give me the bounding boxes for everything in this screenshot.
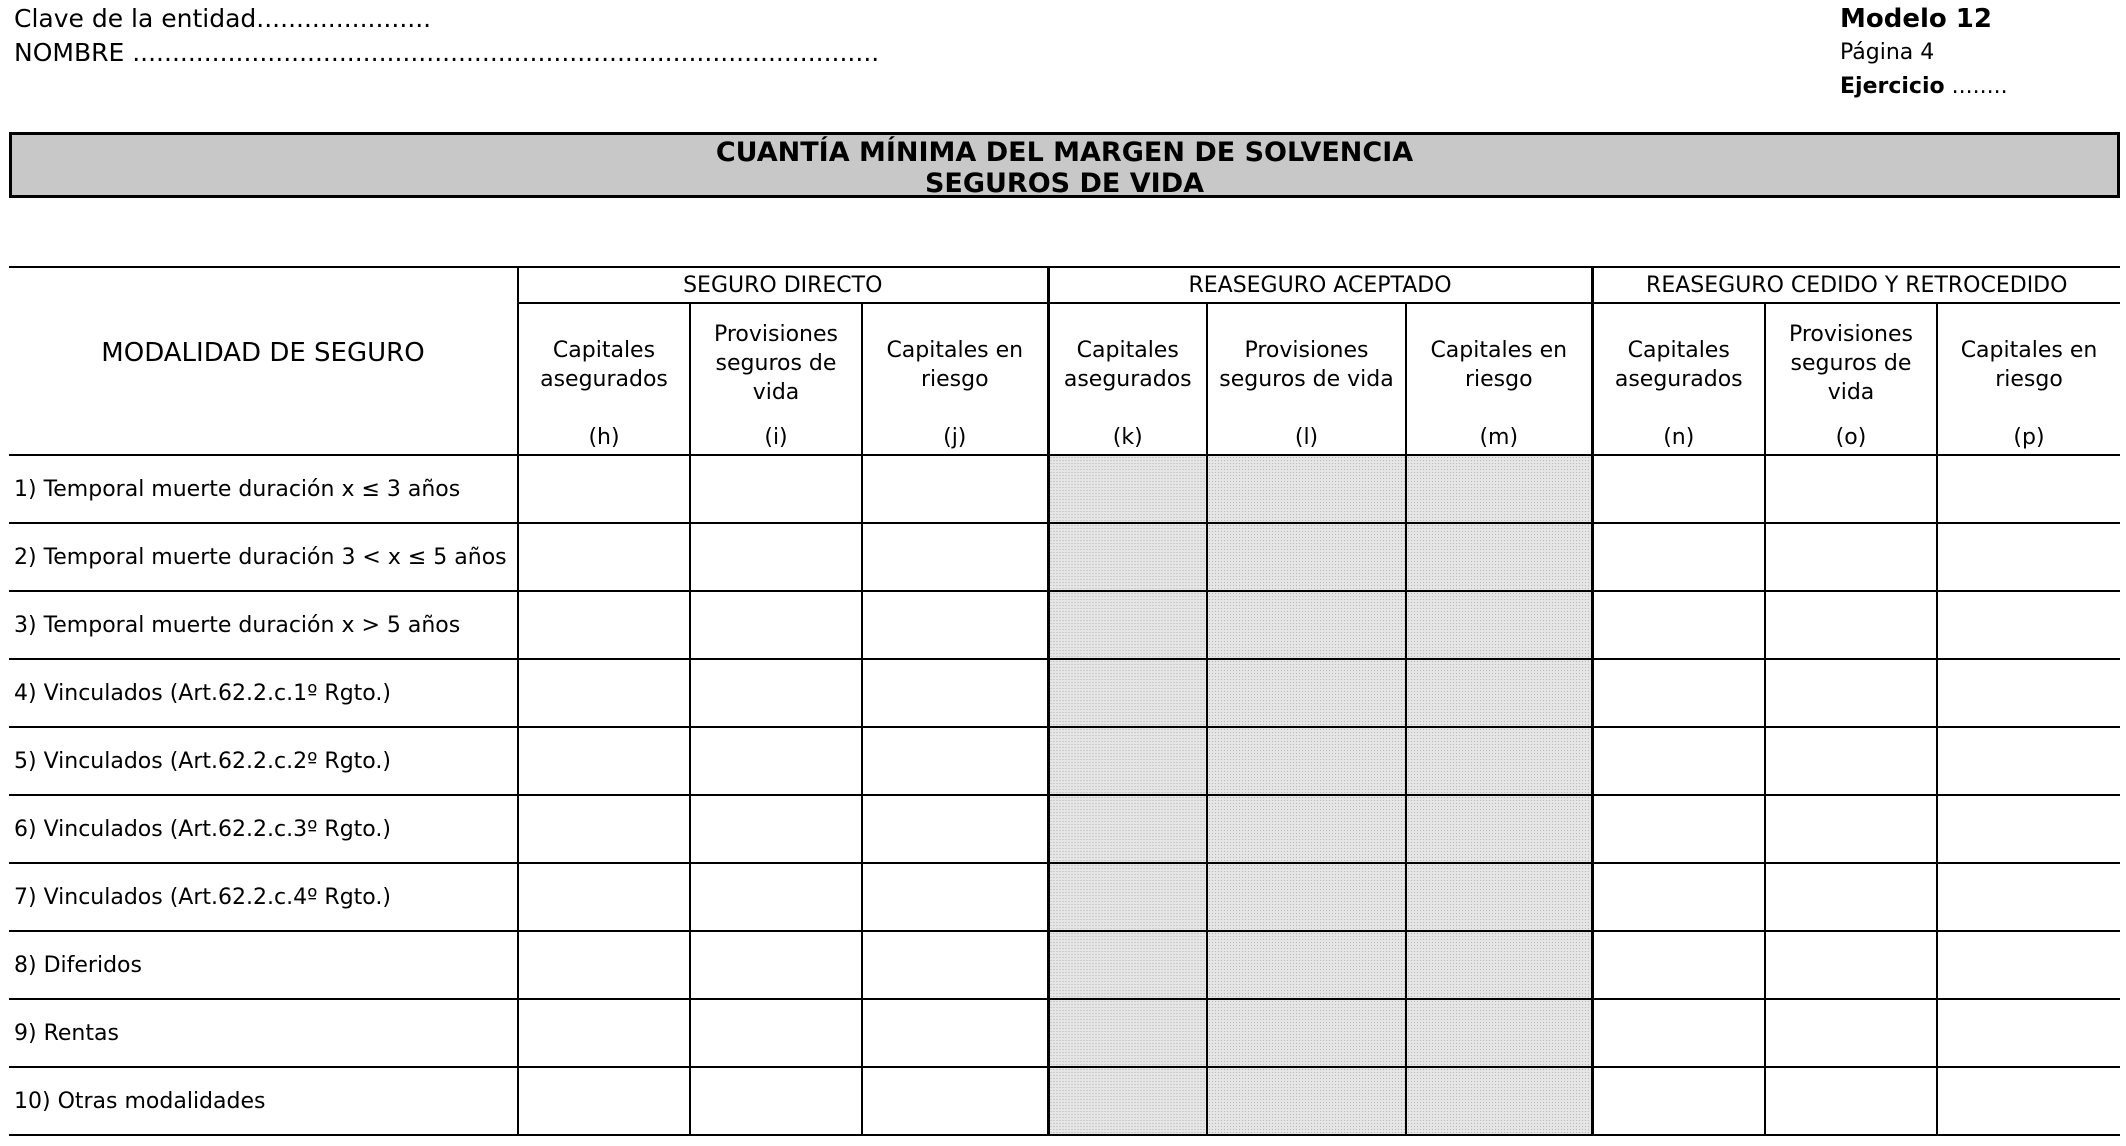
input-cell[interactable] [1207, 727, 1406, 795]
input-cell[interactable] [1592, 999, 1765, 1067]
input-cell[interactable] [1592, 795, 1765, 863]
input-cell[interactable] [1592, 455, 1765, 523]
input-cell[interactable] [1765, 591, 1937, 659]
input-cell[interactable] [1207, 863, 1406, 931]
input-cell[interactable] [1765, 795, 1937, 863]
column-header: Capitales asegurados (n) [1592, 303, 1765, 455]
table-row [9, 999, 2120, 1067]
input-cell[interactable] [518, 1067, 690, 1135]
table-row [9, 591, 2120, 659]
input-cell[interactable] [1406, 455, 1592, 523]
input-cell[interactable] [1937, 659, 2120, 727]
row-label: 7) Vinculados (Art.62.2.c.4º Rgto.) [9, 863, 518, 931]
row-label: 2) Temporal muerte duración 3 < x ≤ 5 años [9, 523, 518, 591]
input-cell[interactable] [862, 455, 1048, 523]
row-label: 6) Vinculados (Art.62.2.c.3º Rgto.) [9, 795, 518, 863]
input-cell[interactable] [690, 931, 862, 999]
input-cell[interactable] [1406, 863, 1592, 931]
input-cell[interactable] [1592, 591, 1765, 659]
input-cell[interactable] [1406, 523, 1592, 591]
input-cell[interactable] [1592, 727, 1765, 795]
ejercicio-value: ........ [1944, 74, 2008, 99]
input-cell[interactable] [518, 727, 690, 795]
input-cell[interactable] [862, 1067, 1048, 1135]
table-row [9, 523, 2120, 591]
input-cell[interactable] [1406, 795, 1592, 863]
column-header: Capitales en riesgo (p) [1937, 303, 2120, 455]
input-cell[interactable] [1048, 523, 1207, 591]
input-cell[interactable] [1406, 659, 1592, 727]
input-cell[interactable] [1207, 931, 1406, 999]
input-cell[interactable] [518, 863, 690, 931]
column-header: Provisiones seguros de vida (i) [690, 303, 862, 455]
input-cell[interactable] [1207, 659, 1406, 727]
input-cell[interactable] [1937, 591, 2120, 659]
input-cell[interactable] [1592, 1067, 1765, 1135]
form-title [9, 132, 2120, 198]
form-title-line1: CUANTÍA MÍNIMA DEL MARGEN DE SOLVENCIA [715, 137, 1414, 168]
input-cell[interactable] [1207, 999, 1406, 1067]
input-cell[interactable] [1048, 455, 1207, 523]
input-cell[interactable] [518, 455, 690, 523]
input-cell[interactable] [1592, 863, 1765, 931]
input-cell[interactable] [1207, 1067, 1406, 1135]
input-cell[interactable] [1937, 1067, 2120, 1135]
row-label: 9) Rentas [9, 999, 518, 1067]
input-cell[interactable] [1765, 931, 1937, 999]
table-row [9, 795, 2120, 863]
group-seguro-directo: SEGURO DIRECTO [518, 267, 1048, 303]
solvency-table [9, 266, 2120, 1136]
input-cell[interactable] [1406, 1067, 1592, 1135]
column-header: Capitales asegurados (k) [1048, 303, 1207, 455]
row-label: 8) Diferidos [9, 931, 518, 999]
row-label: 10) Otras modalidades [9, 1067, 518, 1135]
input-cell[interactable] [518, 659, 690, 727]
input-cell[interactable] [518, 523, 690, 591]
column-header: Capitales en riesgo (m) [1406, 303, 1592, 455]
input-cell[interactable] [1207, 795, 1406, 863]
row-label: 4) Vinculados (Art.62.2.c.1º Rgto.) [9, 659, 518, 727]
table-body [9, 455, 2120, 1135]
group-reaseguro-cedido: REASEGURO CEDIDO Y RETROCEDIDO [1592, 267, 2120, 303]
input-cell[interactable] [1406, 931, 1592, 999]
input-cell[interactable] [1048, 863, 1207, 931]
input-cell[interactable] [1592, 523, 1765, 591]
modelo-label: Modelo 12 [1840, 4, 1992, 34]
input-cell[interactable] [690, 863, 862, 931]
input-cell[interactable] [1937, 455, 2120, 523]
column-header: Provisiones seguros de vida (l) [1207, 303, 1406, 455]
group-reaseguro-aceptado: REASEGURO ACEPTADO [1048, 267, 1592, 303]
model-info [1840, 2, 2008, 104]
input-cell[interactable] [1406, 591, 1592, 659]
input-cell[interactable] [862, 727, 1048, 795]
nombre-field: NOMBRE .............................................................................................. [14, 38, 880, 67]
ejercicio-field [1840, 70, 2008, 104]
input-cell[interactable] [1048, 931, 1207, 999]
form-title-line2: SEGUROS DE VIDA [924, 168, 1205, 199]
input-cell[interactable] [1765, 659, 1937, 727]
input-cell[interactable] [862, 863, 1048, 931]
input-cell[interactable] [690, 659, 862, 727]
input-cell[interactable] [1765, 727, 1937, 795]
input-cell[interactable] [1207, 523, 1406, 591]
column-header: Capitales en riesgo (j) [862, 303, 1048, 455]
input-cell[interactable] [518, 795, 690, 863]
input-cell[interactable] [1765, 455, 1937, 523]
table-row [9, 727, 2120, 795]
table-row [9, 863, 2120, 931]
row-label: 1) Temporal muerte duración x ≤ 3 años [9, 455, 518, 523]
input-cell[interactable] [1592, 659, 1765, 727]
input-cell[interactable] [862, 523, 1048, 591]
table-row [9, 931, 2120, 999]
input-cell[interactable] [1048, 727, 1207, 795]
input-cell[interactable] [1937, 523, 2120, 591]
input-cell[interactable] [690, 999, 862, 1067]
input-cell[interactable] [1765, 523, 1937, 591]
row-label: 3) Temporal muerte duración x > 5 años [9, 591, 518, 659]
input-cell[interactable] [1937, 863, 2120, 931]
table-row [9, 659, 2120, 727]
input-cell[interactable] [1406, 999, 1592, 1067]
input-cell[interactable] [518, 591, 690, 659]
input-cell[interactable] [1048, 591, 1207, 659]
input-cell[interactable] [518, 999, 690, 1067]
input-cell[interactable] [690, 727, 862, 795]
input-cell[interactable] [690, 523, 862, 591]
input-cell[interactable] [1937, 999, 2120, 1067]
input-cell[interactable] [1207, 455, 1406, 523]
input-cell[interactable] [1048, 659, 1207, 727]
input-cell[interactable] [862, 591, 1048, 659]
input-cell[interactable] [1592, 931, 1765, 999]
entity-info [14, 2, 879, 70]
input-cell[interactable] [1765, 1067, 1937, 1135]
table-row [9, 455, 2120, 523]
input-cell[interactable] [1765, 863, 1937, 931]
column-header: Capitales asegurados (h) [518, 303, 690, 455]
input-cell[interactable] [862, 931, 1048, 999]
column-header: Provisiones seguros de vida (o) [1765, 303, 1937, 455]
input-cell[interactable] [690, 795, 862, 863]
pagina-label: Página 4 [1840, 40, 1935, 65]
row-label: 5) Vinculados (Art.62.2.c.2º Rgto.) [9, 727, 518, 795]
table-row [9, 1067, 2120, 1135]
input-cell[interactable] [862, 659, 1048, 727]
input-cell[interactable] [1937, 727, 2120, 795]
clave-entidad-field: Clave de la entidad...................... [14, 4, 432, 33]
input-cell[interactable] [1937, 931, 2120, 999]
input-cell[interactable] [1937, 795, 2120, 863]
input-cell[interactable] [862, 999, 1048, 1067]
input-cell[interactable] [518, 931, 690, 999]
input-cell[interactable] [690, 455, 862, 523]
input-cell[interactable] [1048, 795, 1207, 863]
input-cell[interactable] [690, 1067, 862, 1135]
input-cell[interactable] [1406, 727, 1592, 795]
input-cell[interactable] [1765, 999, 1937, 1067]
row-header-modalidad: MODALIDAD DE SEGURO [9, 267, 518, 455]
input-cell[interactable] [1048, 1067, 1207, 1135]
input-cell[interactable] [1207, 591, 1406, 659]
ejercicio-label: Ejercicio [1840, 74, 1945, 99]
input-cell[interactable] [862, 795, 1048, 863]
input-cell[interactable] [690, 591, 862, 659]
input-cell[interactable] [1048, 999, 1207, 1067]
